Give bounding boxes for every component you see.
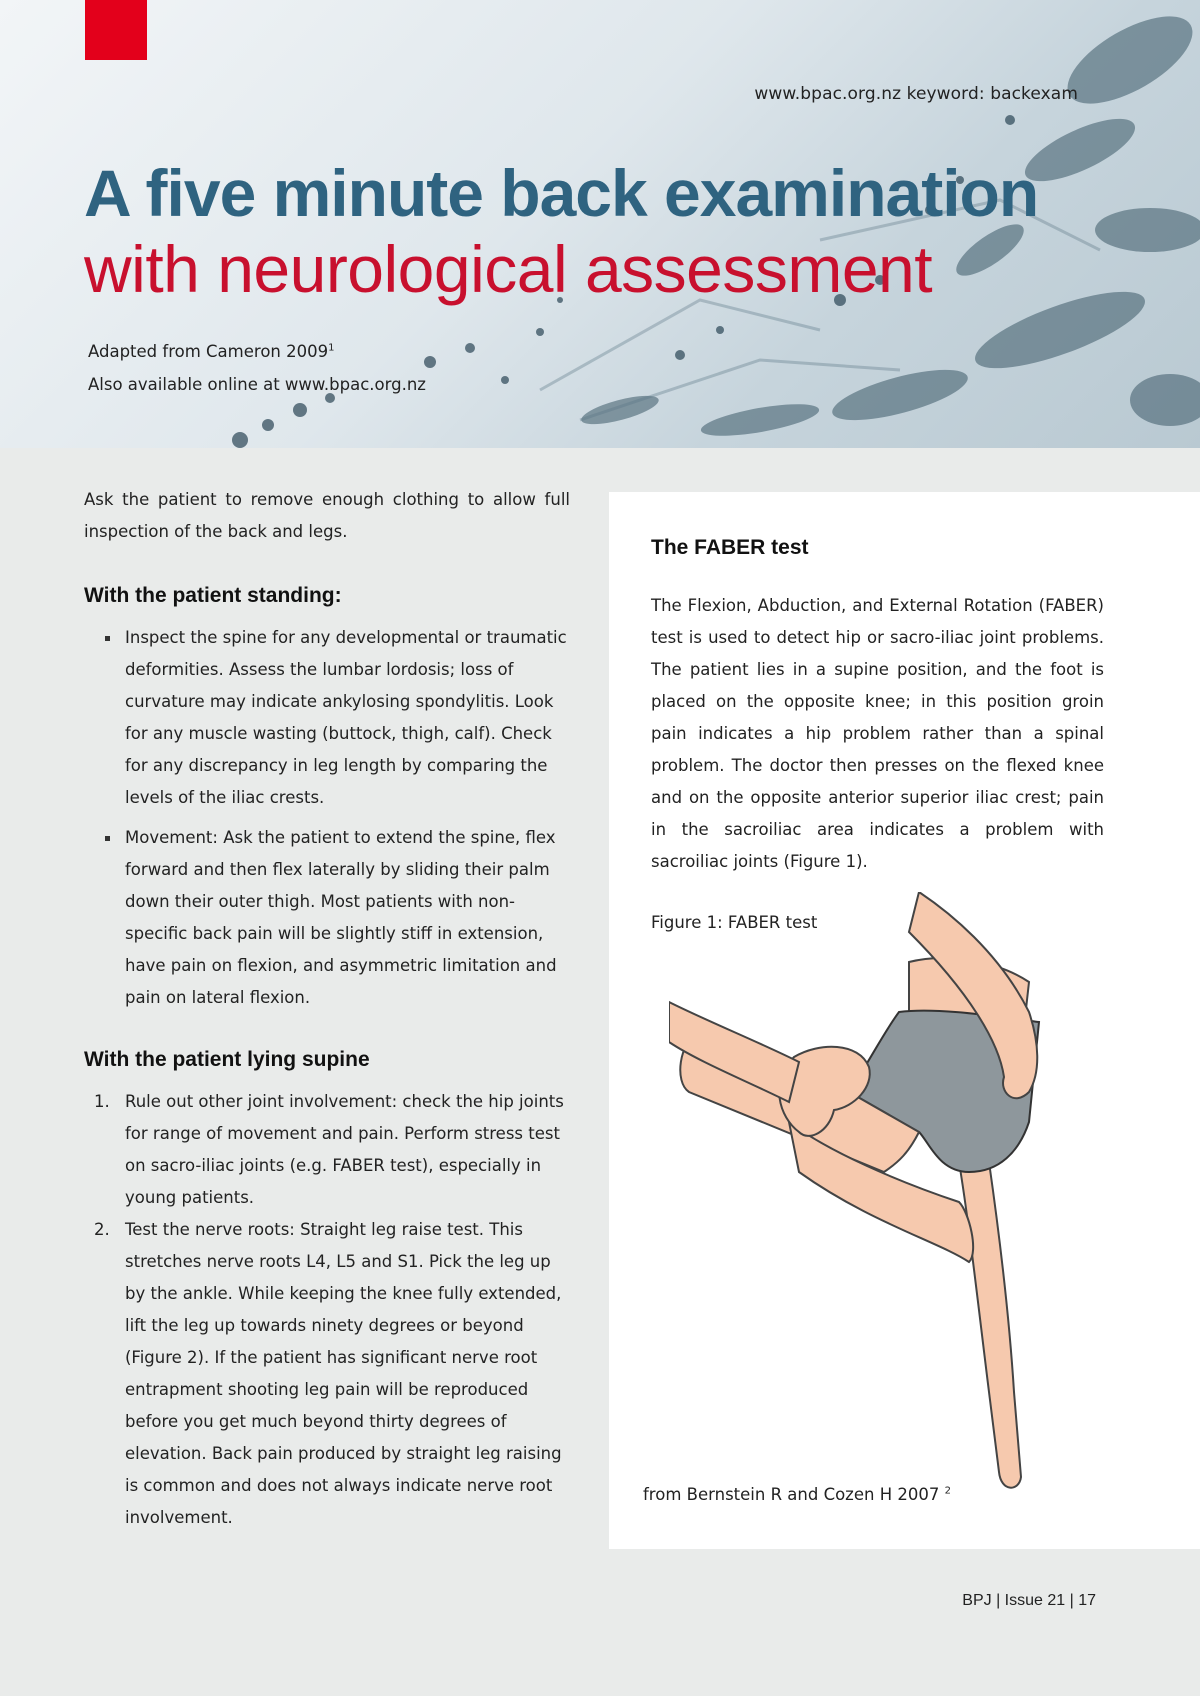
title-line-1: A five minute back examination xyxy=(84,156,1039,230)
list-number: 2. xyxy=(94,1220,110,1239)
list-item xyxy=(84,1214,570,1534)
faber-test-illustration xyxy=(669,892,1069,1502)
adapted-ref: 1 xyxy=(328,342,335,354)
standing-heading: With the patient standing: xyxy=(84,584,342,607)
list-text: Rule out other joint involvement: check the hip joints for range of movement and pain. Perform stress test on sacro-iliac joints (e.g. FABER test), especially in young patients. xyxy=(125,1092,564,1207)
credit-ref: 2 xyxy=(944,1485,951,1497)
list-text: Test the nerve roots: Straight leg raise test. This stretches nerve roots L4, L5 and S1. Pick the leg up by the ankle. While keeping the knee fully extended, lift the leg up towards ninety degrees or beyond (Figure 2). If the patient has significant nerve root entrapment shooting leg pain will be reproduced before you get much beyond thirty degrees of elevation. Back pain produced by straight leg raising is common and does not always indicate nerve root involvement. xyxy=(125,1220,562,1527)
page-footer: BPJ | Issue 21 | 17 xyxy=(962,1592,1096,1609)
website-keyword: www.bpac.org.nz keyword: backexam xyxy=(754,84,1078,104)
faber-panel xyxy=(609,492,1200,1549)
list-item: Inspect the spine for any developmental or traumatic deformities. Assess the lumbar lordosis; loss of curvature may indicate ankylosing spondylitis. Look for any muscle wasting (buttock, thigh, calf). Check for any discrepancy in leg length by comparing the levels of the iliac crests. xyxy=(84,622,570,814)
left-column xyxy=(84,484,570,1534)
faber-heading: The FABER test xyxy=(651,536,809,559)
faber-paragraph: The Flexion, Abduction, and External Rotation (FABER) test is used to detect hip or sacro-iliac joint problems. The patient lies in a supine position, and the foot is placed on the opposite knee; in this position groin pain indicates a hip problem rather than a spinal problem. The doctor then presses on the flexed knee and on the opposite anterior superior iliac crest; pain in the sacroiliac area indicates a problem with sacroiliac joints (Figure 1). xyxy=(651,596,1104,871)
header-banner xyxy=(0,0,1200,448)
supine-list xyxy=(84,1086,570,1534)
list-item: Movement: Ask the patient to extend the spine, flex forward and then flex laterally by sliding their palm down their outer thigh. Most patients with non-specific back pain will be slightly stiff in extension, have pain on flexion, and asymmetric limitation and pain on lateral flexion. xyxy=(84,822,570,1014)
list-number: 1. xyxy=(94,1092,110,1111)
standing-list xyxy=(84,622,570,1014)
figure-credit: from Bernstein R and Cozen H 2007 $^2$ xyxy=(643,1485,951,1504)
supine-heading: With the patient lying supine xyxy=(84,1048,370,1071)
brand-red-square xyxy=(85,0,147,60)
intro-paragraph: Ask the patient to remove enough clothing to allow full inspection of the back and legs. xyxy=(84,490,570,541)
adapted-note: Adapted from Cameron 2009$^1$ xyxy=(88,342,335,361)
list-item xyxy=(84,1086,570,1214)
online-note: Also available online at www.bpac.org.nz xyxy=(88,375,426,394)
title-line-2: with neurological assessment xyxy=(84,232,933,306)
figure-caption: Figure 1: FABER test xyxy=(651,913,818,932)
